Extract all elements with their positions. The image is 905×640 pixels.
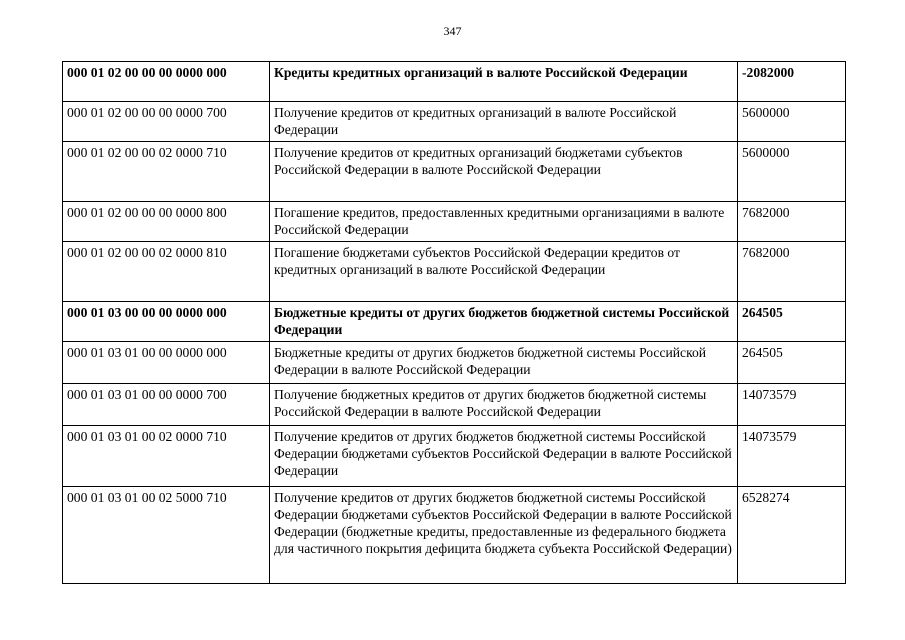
- amount-cell: 264505: [738, 342, 846, 384]
- name-cell: Получение кредитов от кредитных организаций в валюте Российской Федерации: [270, 102, 738, 142]
- name-cell: Получение кредитов от других бюджетов бюджетной системы Российской Федерации бюджетами субъектов Российской Федерации в валюте Российской Федерации: [270, 426, 738, 487]
- amount-cell: 7682000: [738, 202, 846, 242]
- code-cell: 000 01 03 01 00 00 0000 000: [63, 342, 270, 384]
- table-row: [63, 487, 846, 584]
- amount-cell: 5600000: [738, 142, 846, 202]
- name-cell: Получение бюджетных кредитов от других бюджетов бюджетной системы Российской Федерации в валюте Российской Федерации: [270, 384, 738, 426]
- amount-cell: -2082000: [738, 62, 846, 102]
- code-cell: 000 01 03 01 00 00 0000 700: [63, 384, 270, 426]
- amount-cell: 14073579: [738, 384, 846, 426]
- code-cell: 000 01 03 00 00 00 0000 000: [63, 302, 270, 342]
- table-row: [63, 242, 846, 302]
- table-row: [63, 102, 846, 142]
- amount-cell: 7682000: [738, 242, 846, 302]
- name-cell: Погашение кредитов, предоставленных кредитными организациями в валюте Российской Федерации: [270, 202, 738, 242]
- code-cell: 000 01 02 00 00 00 0000 000: [63, 62, 270, 102]
- name-cell: Получение кредитов от кредитных организаций бюджетами субъектов Российской Федерации в валюте Российской Федерации: [270, 142, 738, 202]
- code-cell: 000 01 03 01 00 02 0000 710: [63, 426, 270, 487]
- table-row: [63, 426, 846, 487]
- code-cell: 000 01 02 00 00 02 0000 710: [63, 142, 270, 202]
- name-cell: Кредиты кредитных организаций в валюте Российской Федерации: [270, 62, 738, 102]
- table-row: [63, 342, 846, 384]
- page-number: 347: [443, 24, 462, 38]
- code-cell: 000 01 02 00 00 00 0000 800: [63, 202, 270, 242]
- code-cell: 000 01 02 00 00 02 0000 810: [63, 242, 270, 302]
- amount-cell: 5600000: [738, 102, 846, 142]
- table-row: [63, 384, 846, 426]
- amount-cell: 264505: [738, 302, 846, 342]
- name-cell: Бюджетные кредиты от других бюджетов бюджетной системы Российской Федерации: [270, 302, 738, 342]
- amount-cell: 6528274: [738, 487, 846, 584]
- name-cell: Погашение бюджетами субъектов Российской Федерации кредитов от кредитных организаций в валюте Российской Федерации: [270, 242, 738, 302]
- table-row: [63, 142, 846, 202]
- code-cell: 000 01 02 00 00 00 0000 700: [63, 102, 270, 142]
- name-cell: Получение кредитов от других бюджетов бюджетной системы Российской Федерации бюджетами субъектов Российской Федерации в валюте Российской Федерации (бюджетные кредиты, предоставленные из федерального бюджета для частичного покрытия дефицита бюджета субъекта Российской Федерации): [270, 487, 738, 584]
- table-row: [63, 202, 846, 242]
- name-cell: Бюджетные кредиты от других бюджетов бюджетной системы Российской Федерации в валюте Российской Федерации: [270, 342, 738, 384]
- amount-cell: 14073579: [738, 426, 846, 487]
- table-row: [63, 302, 846, 342]
- table-row: [63, 62, 846, 102]
- code-cell: 000 01 03 01 00 02 5000 710: [63, 487, 270, 584]
- budget-sources-table: [62, 61, 846, 584]
